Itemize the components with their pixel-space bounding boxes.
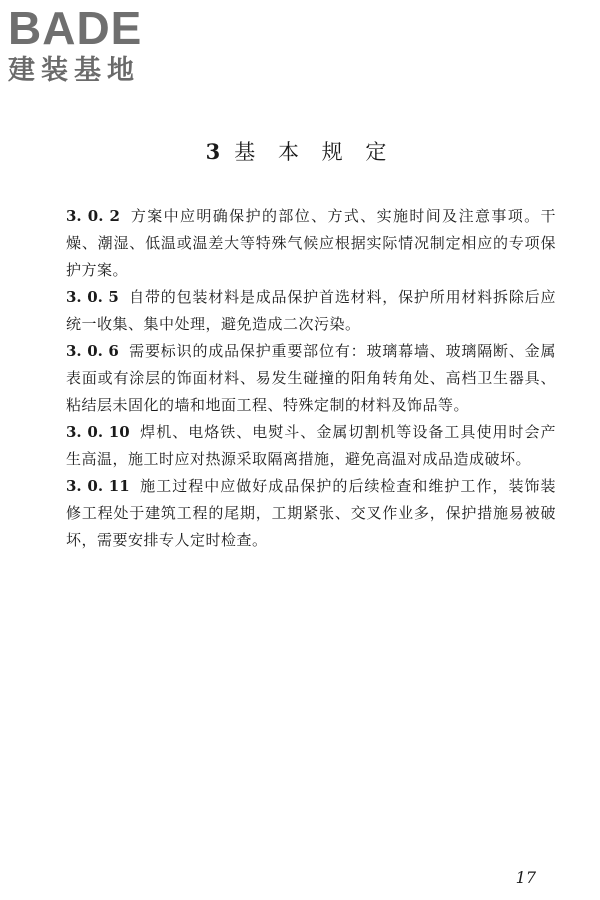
clause-number: 3. 0. 6 — [66, 342, 119, 360]
section-number: 3 — [205, 139, 223, 164]
clause-text: 焊机、电烙铁、电熨斗、金属切割机等设备工具使用时会产生高温，施工时应对热源采取隔离措施，避免高温对成品造成破坏。 — [66, 423, 556, 468]
page-number: 17 — [515, 868, 536, 887]
logo-wordmark: BADE — [8, 2, 143, 54]
clause-3-0-6 — [66, 338, 556, 419]
clause-text: 需要标识的成品保护重要部位有：玻璃幕墙、玻璃隔断、金属表面或有涂层的饰面材料、易发生碰撞的阳角转角处、高档卫生器具、粘结层未固化的墙和地面工程、特殊定制的材料及饰品等。 — [66, 342, 556, 414]
logo-subtitle: 建装基地 — [8, 55, 140, 86]
clause-number: 3. 0. 10 — [66, 423, 130, 441]
clause-3-0-11 — [66, 473, 556, 554]
clause-3-0-10 — [66, 419, 556, 473]
clause-text: 自带的包装材料是成品保护首选材料，保护所用材料拆除后应统一收集、集中处理，避免造成二次污染。 — [66, 288, 556, 333]
clause-number: 3. 0. 5 — [66, 288, 119, 306]
clause-3-0-2 — [66, 203, 556, 284]
clause-number: 3. 0. 11 — [66, 477, 130, 495]
clause-text: 方案中应明确保护的部位、方式、实施时间及注意事项。干燥、潮湿、低温或温差大等特殊气候应根据实际情况制定相应的专项保护方案。 — [66, 207, 556, 279]
section-title: 基 本 规 定 — [234, 140, 395, 164]
clause-3-0-5 — [66, 284, 556, 338]
clause-number: 3. 0. 2 — [66, 207, 120, 225]
section-heading — [0, 136, 600, 166]
clause-list — [66, 203, 556, 554]
clause-text: 施工过程中应做好成品保护的后续检查和维护工作，装饰装修工程处于建筑工程的尾期，工期紧张、交叉作业多，保护措施易被破坏，需要安排专人定时检查。 — [66, 477, 556, 549]
brand-logo — [8, 4, 178, 90]
